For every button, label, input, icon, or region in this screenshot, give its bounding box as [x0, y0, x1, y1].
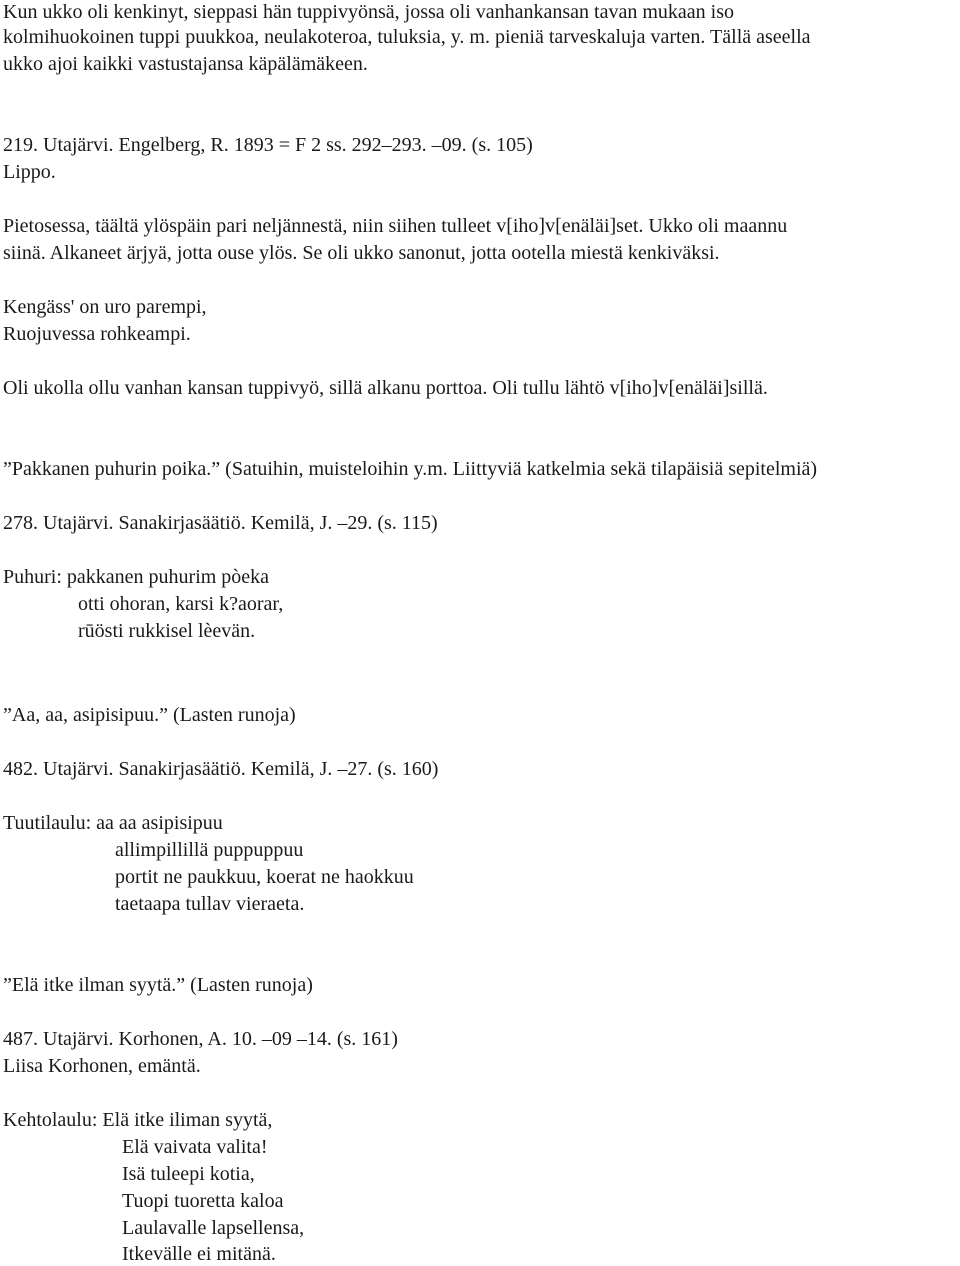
intro-line: Kun ukko oli kenkinyt, sieppasi hän tuppivyönsä, jossa oli vanhankansan tavan mukaan iso [3, 1, 734, 23]
section-title: ”Pakkanen puhurin poika.” (Satuihin, muisteloihin y.m. Liittyviä katkelmia sekä tilapäisiä sepitelmiä) [3, 458, 818, 480]
verse-line: Ruojuvessa rohkeampi. [3, 323, 191, 345]
entry-place: Lippo. [3, 161, 56, 183]
intro-line: ukko ajoi kaikki vastustajansa käpälämäkeen. [3, 53, 368, 75]
poem-line: allimpillillä puppuppuu [115, 839, 304, 861]
poem-line: Elä vaivata valita! [122, 1136, 268, 1158]
poem-line: Itkevälle ei mitänä. [122, 1243, 276, 1265]
entry-heading: 219. Utajärvi. Engelberg, R. 1893 = F 2 ss. 292–293. –09. (s. 105) [3, 134, 533, 156]
poem-line: rūösti rukkisel lèevän. [78, 620, 256, 642]
poem-line: Tuopi tuoretta kaloa [122, 1190, 284, 1212]
section-heading: 482. Utajärvi. Sanakirjasäätiö. Kemilä, J. –27. (s. 160) [3, 758, 439, 780]
singer-line: Liisa Korhonen, emäntä. [3, 1055, 201, 1077]
section-heading: 487. Utajärvi. Korhonen, A. 10. –09 –14. (s. 161) [3, 1028, 398, 1050]
poem-line: Isä tuleepi kotia, [122, 1163, 255, 1185]
section-heading: 278. Utajärvi. Sanakirjasäätiö. Kemilä, J. –29. (s. 115) [3, 512, 438, 534]
poem-line: otti ohoran, karsi k?aorar, [78, 593, 284, 615]
entry-text: Pietosessa, täältä ylöspäin pari neljännestä, niin siihen tulleet v[iho]v[enäläi]set. Ukko oli maannu [3, 215, 788, 237]
intro-line: kolmihuokoinen tuppi puukkoa, neulakoteroa, tuluksia, y. m. pieniä tarveskaluja varten. Tällä aseella [3, 26, 811, 48]
poem-line: Puhuri: pakkanen puhurim pòeka [3, 566, 270, 588]
poem-line: taetaapa tullav vieraeta. [115, 893, 305, 915]
poem-line: Kehtolaulu: Elä itke iliman syytä, [3, 1109, 273, 1131]
verse-line: Kengäss' on uro parempi, [3, 296, 207, 318]
poem-line: Tuutilaulu: aa aa asipisipuu [3, 812, 223, 834]
entry-text: Oli ukolla ollu vanhan kansan tuppivyö, sillä alkanu porttoa. Oli tullu lähtö v[iho]v[enäläi]sillä. [3, 377, 768, 399]
section-title: ”Aa, aa, asipisipuu.” (Lasten runoja) [3, 704, 296, 726]
section-title: ”Elä itke ilman syytä.” (Lasten runoja) [3, 974, 313, 996]
poem-line: Laulavalle lapsellensa, [122, 1217, 305, 1239]
entry-text: siinä. Alkaneet ärjyä, jotta ouse ylös. Se oli ukko sanonut, jotta ootella miestä kenkiväksi. [3, 242, 720, 264]
poem-line: portit ne paukkuu, koerat ne haokkuu [115, 866, 414, 888]
